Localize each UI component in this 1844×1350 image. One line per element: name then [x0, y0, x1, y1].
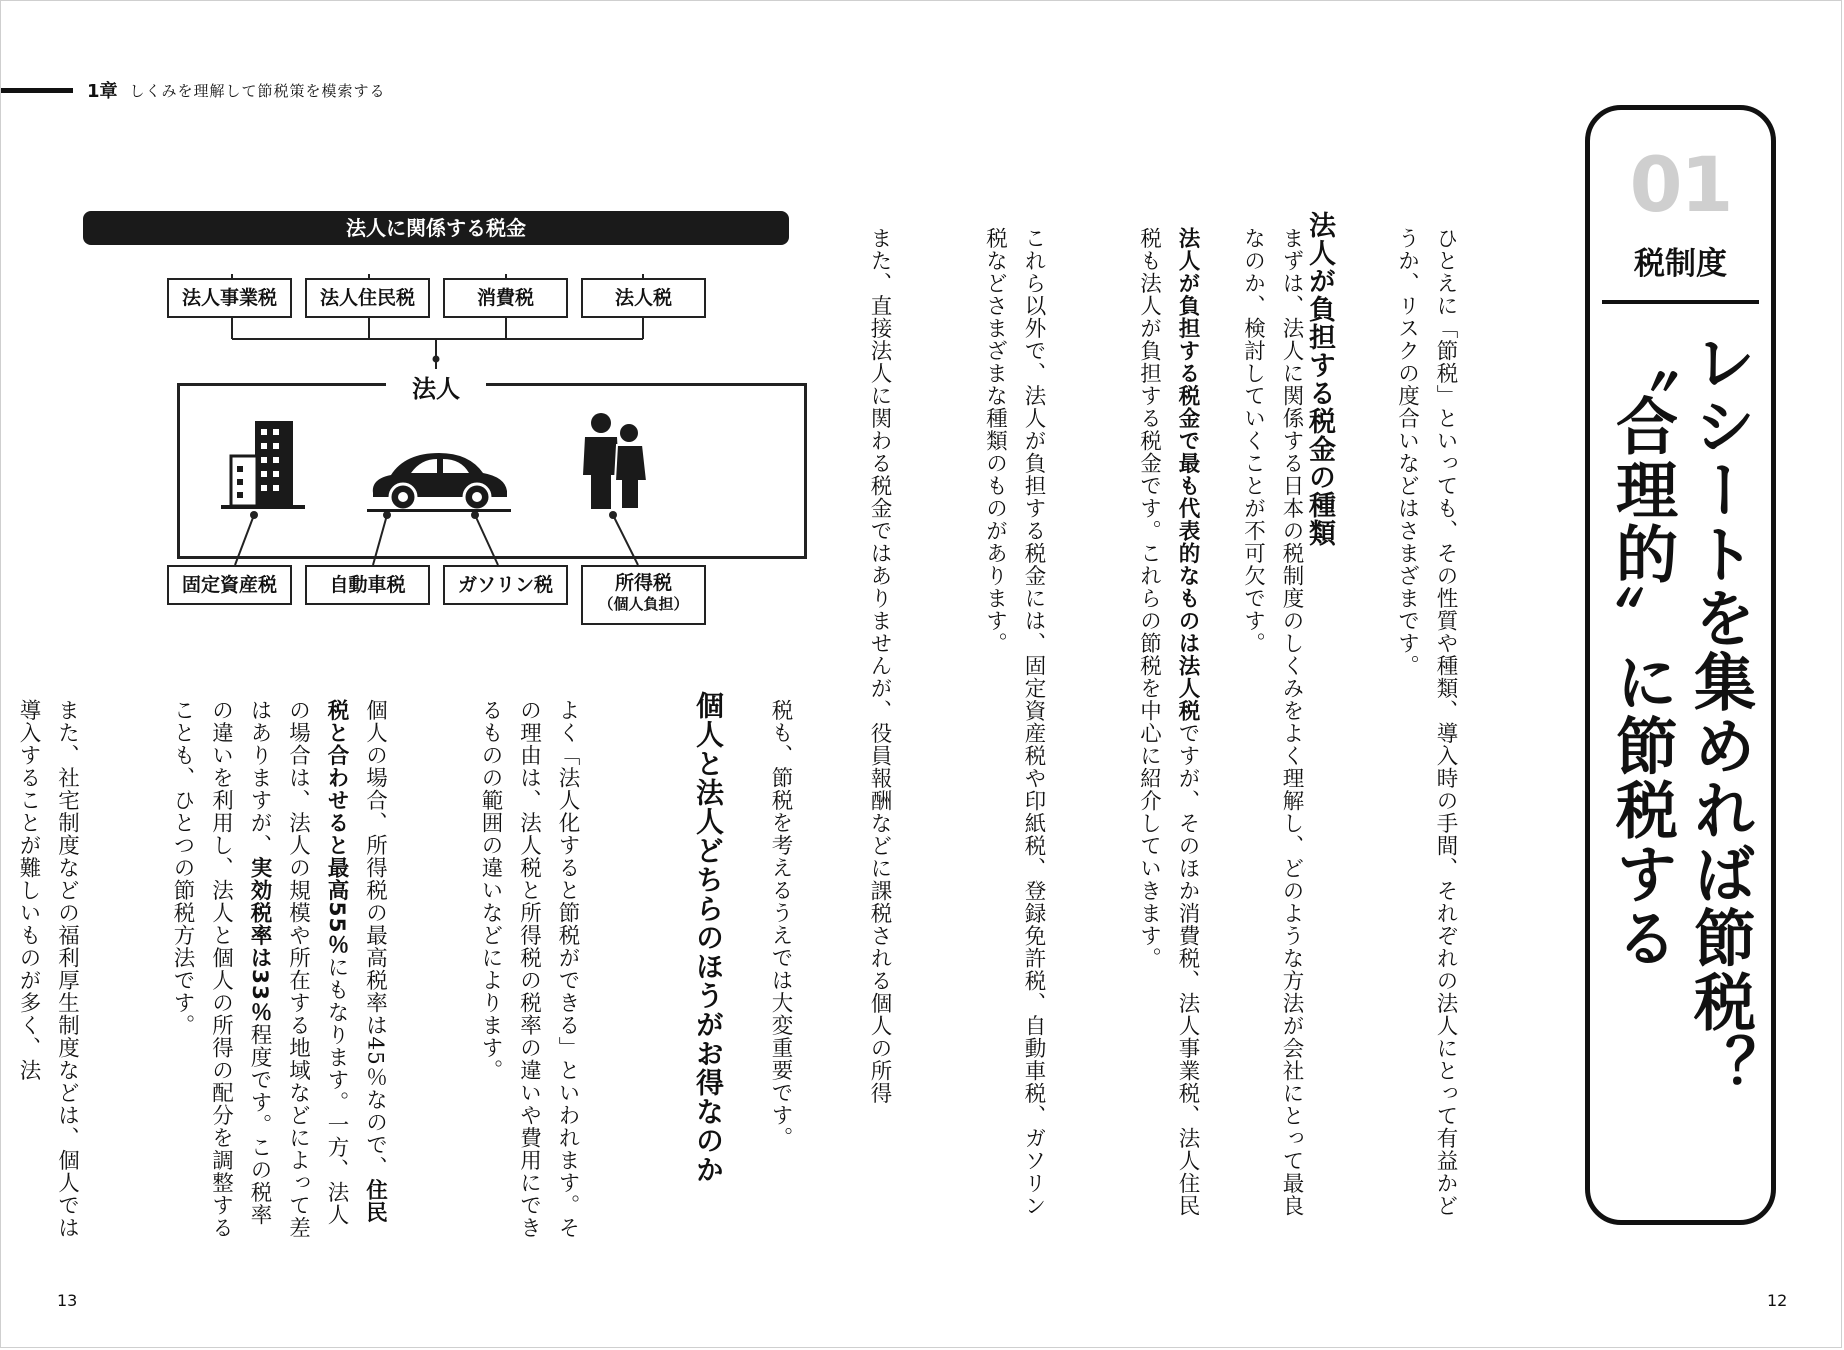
tax-box-corporate: 法人税 [581, 278, 706, 318]
tax-box-resident: 法人住民税 [305, 278, 430, 318]
tax-box-enterprise: 法人事業税 [167, 278, 292, 318]
left-paragraph-2-b: にもなります。一方、法人の場合は、法人の規模や所在する地域などによって差はありますが、 [247, 699, 349, 1239]
bold-phrase-corporate-tax: 法人が負担する税金で最も代表的なものは法人税 [1175, 227, 1200, 722]
intro-paragraph-2: まずは、法人に関係する日本の税制度のしくみをよく理解し、どのような方法が会社にとって最良なのか、検討していくことが不可欠です。 [1240, 227, 1304, 1217]
left-paragraph-2 [163, 699, 394, 1239]
header-rule [1, 88, 73, 93]
running-header [1, 75, 386, 105]
left-section-heading: 個人と法人どちらのほうがお得なのか [692, 691, 725, 1184]
tax-diagram [83, 211, 793, 641]
car-icon [365, 447, 513, 513]
diagram-title: 法人に関係する税金 [83, 211, 789, 245]
section-body [867, 227, 1283, 1237]
main-title-line-2: 〝合理的〟に節税する [1605, 330, 1679, 970]
section-paragraph-1 [1129, 227, 1206, 1237]
intro-paragraph-1: ひとえに「節税」といっても、その性質や種類、導入時の手間、それぞれの法人にとって有益かどうか、リスクの度合いなどはさまざまです。 [1394, 227, 1458, 1217]
tax-box-income [581, 565, 706, 625]
left-paragraph-3: また、社宅制度などの福利厚生制度などは、個人では導入することが難しいものが多く、法 [16, 699, 80, 1239]
left-paragraph-2-c: 程度です。この税率の違いを利用し、法人と個人の所得の配分を調整することも、ひとつの節税方法です。 [170, 699, 272, 1239]
page-number-left: 13 [57, 1291, 78, 1310]
section-paragraph-2: これら以外で、法人が負担する税金には、固定資産税や印紙税、登録免許税、自動車税、ガソリン税などさまざまな種類のものがあります。 [982, 227, 1046, 1217]
main-title-line-1: レシートを集めれば節税？ [1683, 330, 1757, 1098]
bold-phrase-effective-rate: 実効税率は33％ [247, 856, 272, 1024]
people-icon [577, 411, 653, 511]
chapter-number: 1章 [87, 81, 118, 102]
main-title [1590, 330, 1771, 1210]
page-number-right: 12 [1767, 1291, 1788, 1310]
bold-phrase-max-rate: 住民税と合わせると最高55％ [324, 699, 388, 1224]
left-paragraph-2-a: 個人の場合、所得税の最高税率は45％なので、 [362, 699, 388, 1179]
title-divider [1602, 300, 1759, 304]
section-number: 01 [1629, 140, 1732, 229]
section-paragraph-1-rest: ですが、そのほか消費税、法人事業税、法人住民税も法人が負担する税金です。これらの節税を中心に紹介していきます。 [1136, 227, 1200, 1217]
entity-label: 法人 [386, 369, 486, 404]
section-heading: 法人が負担する税金の種類 [1304, 211, 1335, 547]
tax-box-gasoline: ガソリン税 [443, 565, 568, 605]
chapter-title: しくみを理解して節税策を模索する [129, 81, 386, 100]
left-paragraph-1: よく「法人化すると節税ができる」といわれます。その理由は、法人税と所得税の税率の違いや費用にできるものの範囲の違いなどによります。 [478, 699, 580, 1239]
tax-box-fixed-asset: 固定資産税 [167, 565, 292, 605]
income-tax-note: （個人負担） [598, 595, 689, 613]
tax-box-consumption: 消費税 [443, 278, 568, 318]
left-section-body [16, 699, 663, 1239]
section-category: 税制度 [1634, 246, 1727, 282]
continuation-text: 税も、節税を考えるうえでは大変重要です。 [768, 699, 793, 1149]
income-tax-label: 所得税 [614, 572, 672, 594]
section-title-box [1585, 105, 1776, 1225]
section-paragraph-3: また、直接法人に関わる税金ではありませんが、役員報酬などに課税される個人の所得 [867, 227, 892, 1105]
building-icon [213, 411, 313, 511]
tax-box-automobile: 自動車税 [305, 565, 430, 605]
